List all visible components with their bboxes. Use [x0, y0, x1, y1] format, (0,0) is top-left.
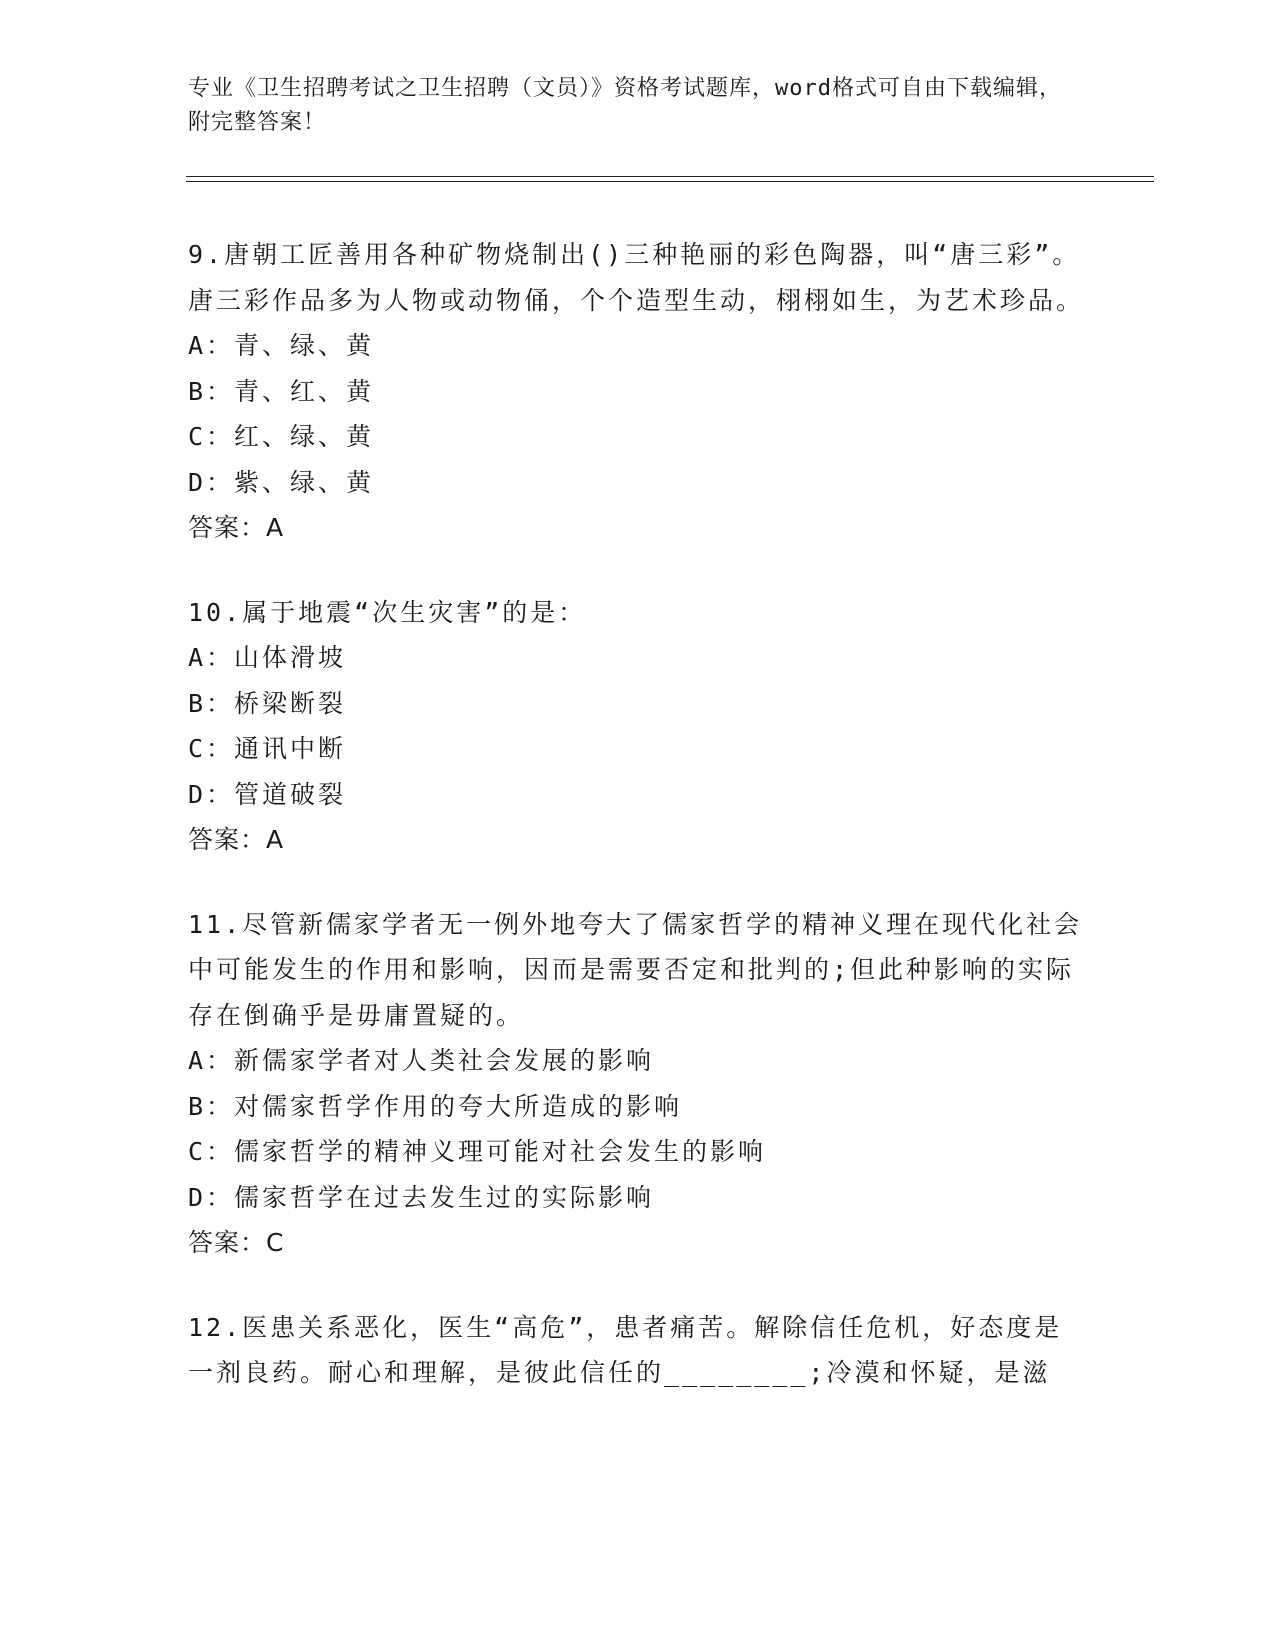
- option-c: C：红、绿、黄: [188, 422, 375, 451]
- option-b: B：对儒家哲学作用的夸大所造成的影响: [188, 1091, 683, 1121]
- option-d: D：儒家哲学在过去发生过的实际影响: [188, 1182, 655, 1212]
- option-a: A：新儒家学者对人类社会发展的影响: [188, 1046, 655, 1075]
- option-d: D：紫、绿、黄: [188, 467, 375, 497]
- question-stem: 10.属于地震“次生灾害”的是：: [188, 597, 587, 627]
- question-stem: 11.尽管新儒家学者无一例外地夸大了儒家哲学的精神义理在现代化社会中可能发生的作用和影响，因而是需要否定和批判的;但此种影响的实际存在倒确乎是毋庸置疑的。: [188, 909, 1083, 1030]
- header-divider-bottom: [186, 181, 1154, 182]
- question-stem: 9.唐朝工匠善用各种矿物烧制出()三种艳丽的彩色陶器，叫“唐三彩”。唐三彩作品多为人物或动物俑，个个造型生动，栩栩如生，为艺术珍品。: [188, 240, 1085, 315]
- option-a: A：山体滑坡: [188, 643, 347, 672]
- question-11: [188, 902, 1088, 1266]
- option-c: C：通讯中断: [188, 734, 347, 763]
- option-a: A：青、绿、黄: [188, 331, 375, 360]
- question-12: [188, 1305, 1088, 1396]
- option-c: C：儒家哲学的精神义理可能对社会发生的影响: [188, 1137, 767, 1166]
- question-9: [188, 232, 1088, 551]
- question-10: [188, 590, 1088, 863]
- question-stem: 12.医患关系恶化，医生“高危”，患者痛苦。解除信任危机，好态度是一剂良药。耐心和理解，是彼此信任的________;冷漠和怀疑，是滋: [188, 1312, 1063, 1387]
- header-description: 专业《卫生招聘考试之卫生招聘（文员）》资格考试题库，word格式可自由下载编辑，附完整答案！: [188, 76, 1062, 135]
- document-header: [188, 72, 1068, 140]
- header-divider-top: [186, 176, 1154, 177]
- answer: 答案：C: [188, 1228, 285, 1257]
- option-b: B：桥梁断裂: [188, 688, 347, 718]
- answer: 答案：A: [188, 825, 285, 854]
- question-list: [188, 232, 1088, 1435]
- answer: 答案：A: [188, 513, 285, 542]
- option-b: B：青、红、黄: [188, 376, 375, 406]
- option-d: D：管道破裂: [188, 779, 347, 809]
